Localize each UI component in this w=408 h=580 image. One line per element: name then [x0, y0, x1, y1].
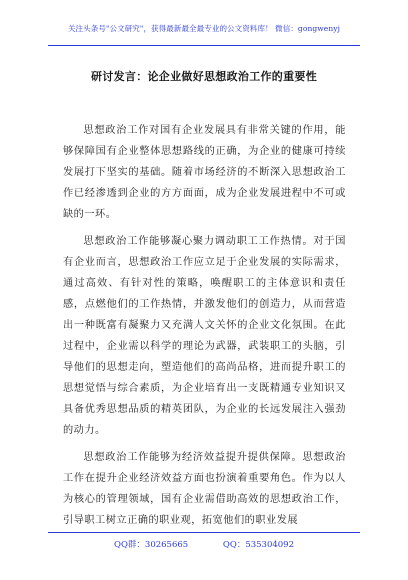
- footer-qq-number: QQ：535304092: [222, 540, 294, 550]
- header-divider: [48, 45, 360, 46]
- header-promo-text: 关注头条号"公文研究"，获得最新最全最专业的公文资料库！ 微信：gongwenyj: [67, 24, 341, 33]
- paragraph-2: 思想政治工作能够凝心聚力调动职工工作热情。对于国有企业而言，思想政治工作应立足于企业发展的实际需求，通过高效、有针对性的策略，唤醒职工的主体意识和责任感，点燃他们的工作热情，并激发他们的创造力，从而营造出一种既富有凝聚力又充满人文关怀的企业文化氛围。在此过程中，企业需以科学的理论为武器，武装职工的头脑，引导他们的思想走向，塑造他们的高尚品格，进而提升职工的思想觉悟与综合素质，为企业培育出一支既精通专业知识又具备优秀思想品质的精英团队，为企业的长远发展注入强劲的动力。: [63, 236, 346, 436]
- document-title: 研讨发言：论企业做好思想政治工作的重要性: [91, 70, 317, 83]
- document-body: [63, 120, 346, 537]
- footer-contact: [0, 538, 408, 550]
- footer-qq-group: QQ群：30265665: [113, 540, 189, 550]
- paragraph-1: 思想政治工作对国有企业发展具有非常关键的作用，能够保障国有企业整体思想路线的正确，为企业的健康可持续发展打下坚实的基础。随着市场经济的不断深入思想政治工作已经渗透到企业的方方面面，成为企业发展进程中不可或缺的一环。: [63, 125, 346, 220]
- paragraph-3: 思想政治工作能够为经济效益提升提供保障。思想政治工作在提升企业经济效益方面也扮演着重要角色。作为以人为核心的管理领域，国有企业需借助高效的思想政治工作，引导职工树立正确的职业观，拓宽他们的职业发展: [63, 452, 346, 526]
- footer-divider: [48, 532, 360, 533]
